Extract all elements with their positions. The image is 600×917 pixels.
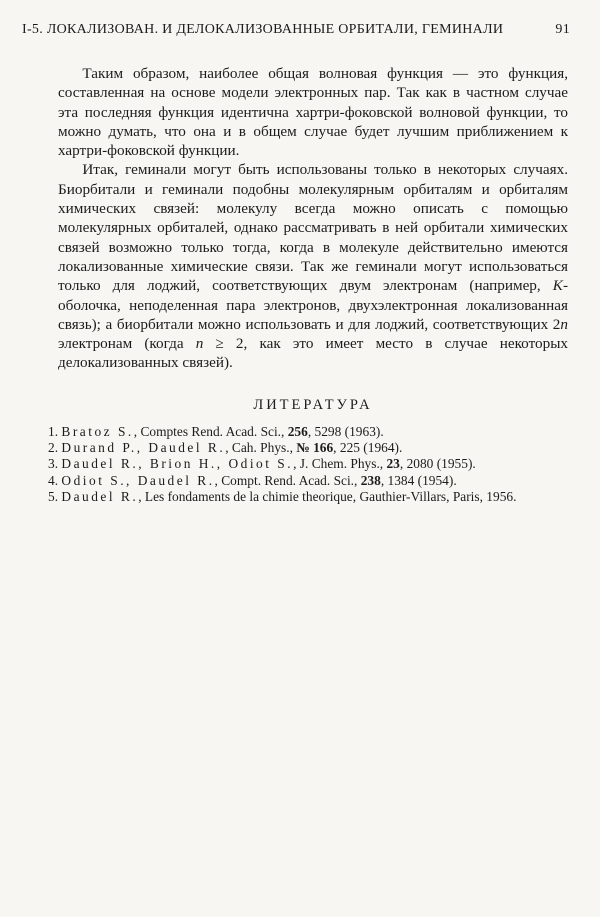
reference-source: , Cah. Phys., <box>225 440 297 456</box>
reference-pages: , 225 (1964). <box>333 440 403 456</box>
reference-number: 4. <box>48 472 59 488</box>
paragraph-text: Итак, геминали могут быть использованы только в некоторых случаях. Биорбитали и геминали подобны молекулярным орбиталям и орбиталям химических связей: молекулу всегда можно описать с помощью молекулярных орбиталей, однако рассматривать в ней орбитали химических связей возможно только тогда, когда в молекуле действительно имеются локализованные химические связи. Так же геминали могут использоваться только для лоджий, соответствующих двум электронам (например, <box>58 161 568 295</box>
reference-number: 5. <box>48 488 59 504</box>
math-symbol: n <box>195 335 204 353</box>
paragraph <box>58 64 568 160</box>
reference-volume: № 166 <box>296 440 334 456</box>
running-header <box>22 22 570 38</box>
reference-source: , Les fondaments de la chimie theorique, Gauthier-Villars, Paris, 1956. <box>138 488 517 504</box>
reference-number: 2. <box>48 440 59 456</box>
reference-item <box>48 424 568 440</box>
reference-authors: Odiot S., Daudel R. <box>61 472 215 488</box>
math-symbol: n <box>560 315 568 333</box>
reference-pages: , 1384 (1954). <box>380 472 457 488</box>
reference-number: 1. <box>48 424 59 439</box>
reference-authors: Daudel R. <box>61 488 139 504</box>
reference-authors: Durand P., Daudel R. <box>61 440 226 456</box>
paragraph <box>58 160 568 372</box>
paragraph-text: ≥ 2, как это имеет место в случае некоторых делокализованных связей). <box>58 335 568 372</box>
paragraph-text: Таким образом, наиболее общая волновая функция — это функция, составленная на основе модели электронных пар. Так как в частном случае эта последняя функция идентична хартри-фоковской волновой функции, то можно думать, что она и в общем случае будет лучшим приближением к хартри-фоковской функции. <box>58 65 568 160</box>
reference-authors: Bratoz S. <box>61 424 134 439</box>
reference-item <box>48 440 568 456</box>
literature-heading: ЛИТЕРАТУРА <box>253 397 373 413</box>
body-text <box>58 64 568 373</box>
reference-volume: 256 <box>287 424 308 439</box>
reference-authors: Daudel R., Brion H., Odiot S. <box>61 456 294 472</box>
reference-item <box>48 489 568 505</box>
reference-number: 3. <box>48 456 59 472</box>
reference-list <box>48 424 568 505</box>
reference-source: , Compt. Rend. Acad. Sci., <box>214 472 361 488</box>
reference-volume: 23 <box>386 456 400 472</box>
reference-item <box>48 456 568 472</box>
reference-volume: 238 <box>360 472 381 488</box>
section-title: I-5. ЛОКАЛИЗОВАН. И ДЕЛОКАЛИЗОВАННЫЕ ОРБИТАЛИ, ГЕМИНАЛИ <box>22 22 504 37</box>
reference-source: , J. Chem. Phys., <box>293 456 387 472</box>
paragraph-text: -оболочка, неподеленная пара электронов, двухэлектронная локализованная связь); а биорбитали можно использовать и для лоджий, соответствующих 2 <box>58 277 568 333</box>
page-number: 91 <box>555 22 570 37</box>
reference-pages: , 5298 (1963). <box>307 424 384 439</box>
reference-pages: , 2080 (1955). <box>399 456 476 472</box>
reference-source: , Comptes Rend. Acad. Sci., <box>133 424 288 439</box>
reference-item <box>48 473 568 489</box>
math-symbol: K <box>552 277 563 295</box>
paragraph-text: электронам (когда <box>58 335 196 353</box>
